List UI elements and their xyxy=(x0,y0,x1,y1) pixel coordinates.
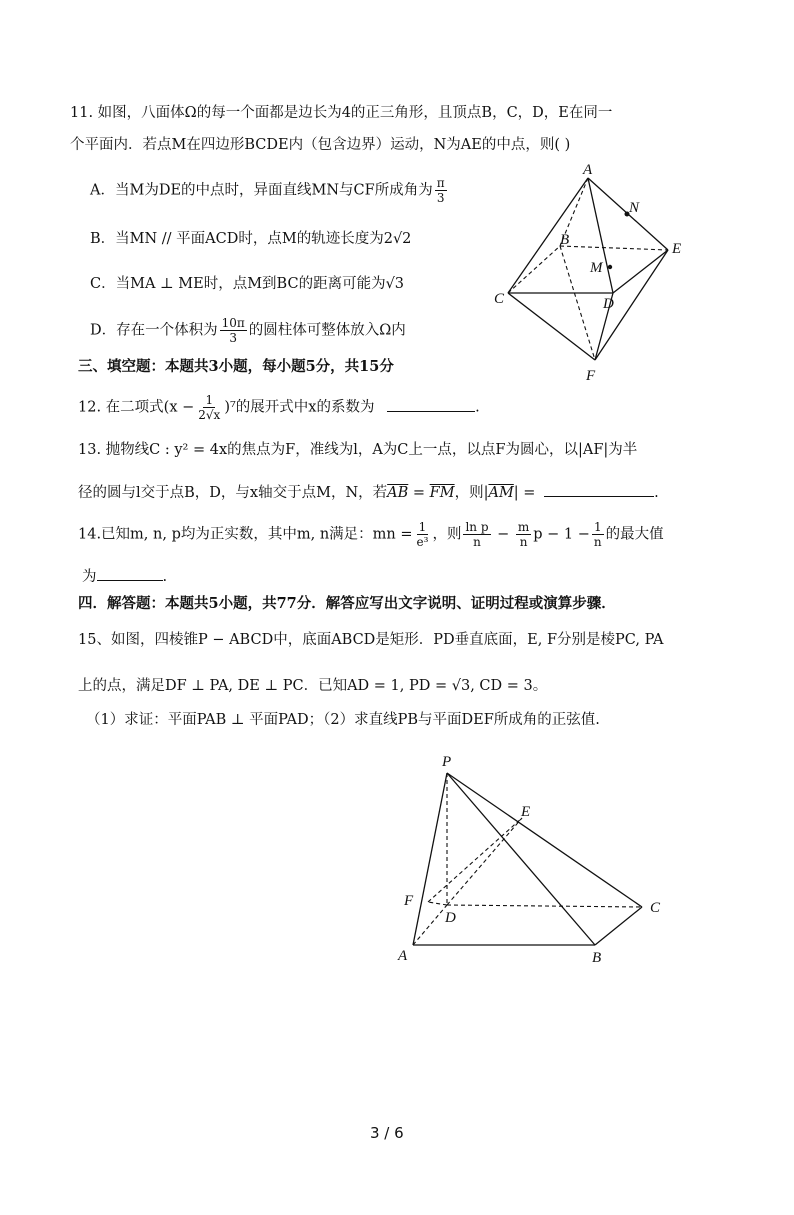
q14-fraction-2 xyxy=(463,520,490,549)
q15-line2: 上的点，满足DF ⊥ PA, DE ⊥ PC．已知AD = 1, PD = √3, CD = 3。 xyxy=(78,678,548,694)
q11-option-d-post: 的圆柱体可整体放入Ω内 xyxy=(248,322,406,339)
frac-num: ln p xyxy=(465,520,489,534)
label-D: D xyxy=(603,296,614,312)
q12-answer-blank[interactable] xyxy=(387,397,475,412)
segment-DF-hidden xyxy=(428,902,447,905)
q14-line2 xyxy=(82,566,167,587)
frac-num: 1 xyxy=(593,520,602,534)
page-number: 3 / 6 xyxy=(370,1124,404,1142)
label-F: F xyxy=(586,368,596,384)
q14-line2-text: 为 xyxy=(82,569,97,585)
q13-line2 xyxy=(78,482,659,503)
q12-post: )⁷的展开式中x的系数为 xyxy=(224,399,375,416)
q14-line1 xyxy=(78,520,664,549)
edge-BC-hidden xyxy=(508,246,560,293)
frac-den: n xyxy=(519,535,528,549)
label-D: D xyxy=(445,910,456,926)
frac-den: n xyxy=(473,535,481,549)
edge-DE xyxy=(613,250,668,293)
octahedron-figure xyxy=(488,160,694,385)
q13-post: | = xyxy=(513,485,536,501)
frac-num: 1 xyxy=(205,393,214,407)
frac-num: π xyxy=(436,176,445,190)
edge-PA xyxy=(413,773,447,945)
frac-num: 1 xyxy=(418,520,427,534)
q11-line1: 11. 如图，八面体Ω的每一个面都是边长为4的正三角形，且顶点B，C，D，E在同一 xyxy=(70,105,613,121)
point-M xyxy=(608,265,612,269)
q12-pre: 12. 在二项式(x − xyxy=(78,399,195,416)
q11-option-d-fraction xyxy=(220,316,247,345)
q13-mid: ，则| xyxy=(454,485,489,501)
frac-den: n xyxy=(593,535,602,549)
vector-FM: $\overline{FM}$ xyxy=(429,485,455,501)
q11-option-c: C．当MA ⊥ ME时，点M到BC的距离可能为√3 xyxy=(90,276,405,292)
edge-DC-hidden xyxy=(447,905,642,907)
q11-option-a-fraction xyxy=(435,176,447,205)
edge-AD-hidden xyxy=(413,905,447,945)
frac-den: 3 xyxy=(436,191,445,205)
frac-den: 3 xyxy=(229,331,238,345)
label-N: N xyxy=(629,200,640,216)
q15-line1: 15、如图，四棱锥P − ABCD中，底面ABCD是矩形．PD垂直底面，E, F分别是棱PC, PA xyxy=(78,632,664,648)
q14-fraction-4 xyxy=(592,520,604,549)
q14-pre: 14.已知m, n, p均为正实数，其中m, n满足：mn = xyxy=(78,526,413,543)
label-C: C xyxy=(494,291,505,307)
q11-option-b: B．当MN // 平面ACD时，点M的轨迹长度为2√2 xyxy=(90,231,412,247)
edge-CF xyxy=(508,293,595,360)
label-P: P xyxy=(442,754,452,770)
frac-den: e³ xyxy=(416,535,429,549)
label-M: M xyxy=(590,260,603,276)
label-E: E xyxy=(521,804,531,820)
q14-minus: − xyxy=(492,526,514,543)
edge-BE-hidden xyxy=(560,246,668,250)
label-F: F xyxy=(404,893,414,909)
q12 xyxy=(78,393,480,422)
section-4-heading: 四．解答题：本题共5小题，共77分．解答应写出文字说明、证明过程或演算步骤． xyxy=(78,595,616,612)
q11-option-d-pre: D．存在一个体积为 xyxy=(90,322,218,339)
q13-line2-pre: 径的圆与l交于点B，D，与x轴交于点M，N，若 xyxy=(78,485,388,501)
q14-fraction-1 xyxy=(415,520,431,549)
q14-answer-blank[interactable] xyxy=(97,566,163,581)
q14-mid: ，则 xyxy=(432,526,462,543)
q12-fraction xyxy=(196,393,222,422)
q14-mid2: p − 1 − xyxy=(533,526,590,543)
label-B: B xyxy=(592,950,602,966)
label-A: A xyxy=(583,162,593,178)
q14-post: 的最大值 xyxy=(605,526,664,543)
segment-FE-hidden xyxy=(428,818,522,902)
label-E: E xyxy=(672,241,682,257)
vector-AB: $\overline{AB}$ xyxy=(387,485,409,501)
frac-num: 10π xyxy=(221,316,245,330)
q11-option-d xyxy=(90,316,406,345)
edge-AC xyxy=(508,178,588,293)
frac-num: m xyxy=(517,520,530,534)
q15-line3: （1）求证：平面PAB ⊥ 平面PAD；（2）求直线PB与平面DEF所成角的正弦值. xyxy=(86,712,600,728)
q13-line1: 13. 抛物线C : y² = 4x的焦点为F，准线为l，A为C上一点，以点F为圆心，以|AF|为半 xyxy=(78,442,638,458)
label-C: C xyxy=(650,900,661,916)
q13-period: . xyxy=(654,485,659,501)
label-A: A xyxy=(398,948,408,964)
q14-fraction-3 xyxy=(516,520,531,549)
q11-option-a-text: A．当M为DE的中点时，异面直线MN与CF所成角为 xyxy=(90,182,433,199)
frac-den: 2√x xyxy=(198,408,221,422)
q11-line2: 个平面内．若点M在四边形BCDE内（包含边界）运动，N为AE的中点，则( ) xyxy=(70,137,571,153)
pyramid-figure xyxy=(392,748,678,970)
segment-DE-hidden xyxy=(447,818,522,905)
q11-option-a xyxy=(90,176,449,205)
q13-eq: = xyxy=(408,485,430,501)
q13-answer-blank[interactable] xyxy=(544,482,654,497)
q14-period: . xyxy=(162,569,168,585)
label-B: B xyxy=(560,232,570,248)
vector-AM: $\overline{AM}$ xyxy=(488,485,514,501)
edge-BC xyxy=(595,907,642,945)
section-3-heading: 三、填空题：本题共3小题，每小题5分，共15分 xyxy=(78,358,394,375)
q12-period: . xyxy=(475,399,480,416)
